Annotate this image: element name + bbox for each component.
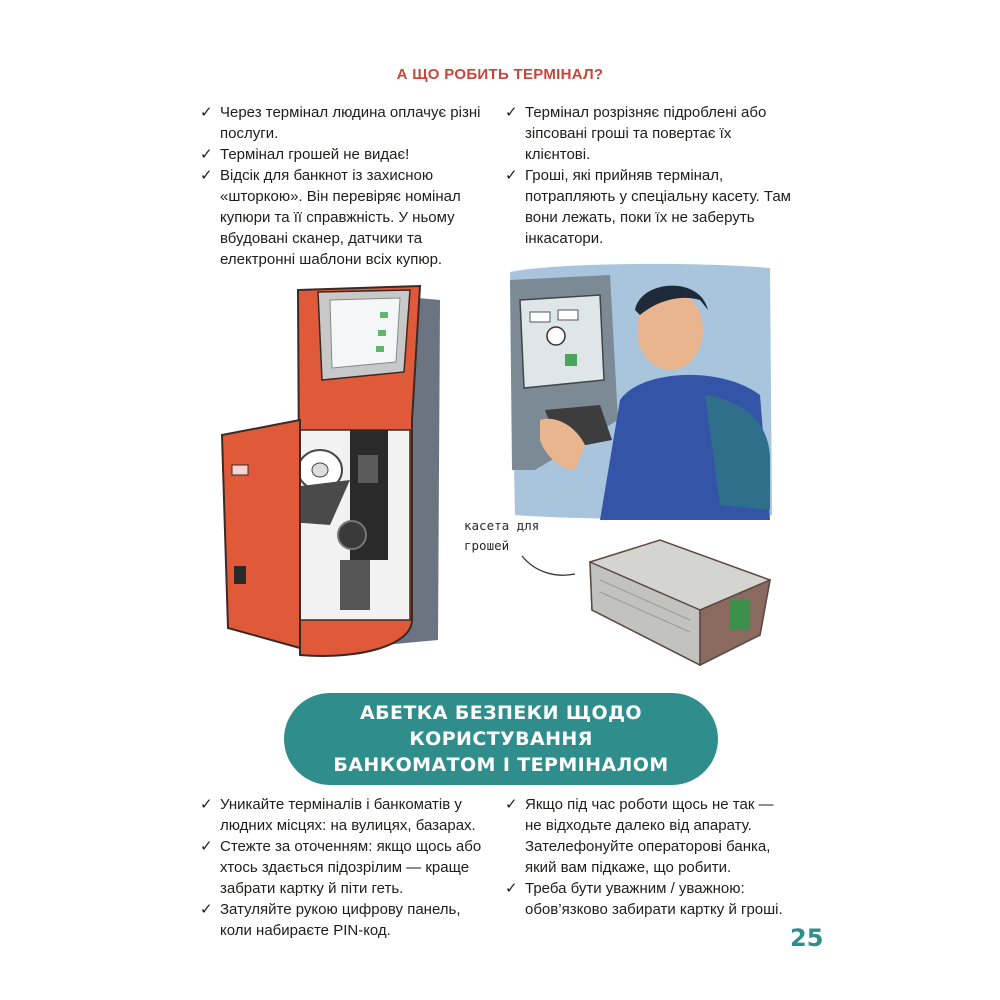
list-item: ✓ Уникайте терміналів і банкоматів у людних місцях: на вулицях, базарах. [198,794,493,836]
list-item: ✓ Треба бути уважним / уважною: обов’язково забирати картку й гроші. [503,878,793,920]
list-item: ✓ Затуляйте рукою цифрову панель, коли набираєте PIN-код. [198,899,493,941]
banner-line: БАНКОМАТОМ І ТЕРМІНАЛОМ [333,754,669,776]
page-number: 25 [790,924,824,952]
money-cassette-illustration [590,540,770,665]
banner-line: АБЕТКА БЕЗПЕКИ ЩОДО КОРИСТУВАННЯ [360,702,642,750]
caption-line: грошей [464,538,510,553]
list-item: ✓ Термінал грошей не видає! [198,144,493,165]
list-item: ✓ Термінал розрізняє підроблені або зіпсовані гроші та повертає їх клієнтові. [503,102,793,165]
safety-tips-list-right [503,794,793,920]
atm-scene-illustration [510,264,772,520]
cassette-caption [464,516,554,556]
payment-terminal-illustration [222,286,440,656]
page-title: А ЩО РОБИТЬ ТЕРМІНАЛ? [396,66,604,83]
caption-pointer [522,556,575,575]
list-item: ✓ Стежте за оточенням: якщо щось або хтось здається підозрілим — краще забрати картку й піти геть. [198,836,493,899]
safety-banner [284,693,718,785]
list-item: ✓ Через термінал людина оплачує різні послуги. [198,102,493,144]
caption-line: касета для [464,518,540,533]
list-item: ✓ Відсік для банкнот із захисною «шторкою». Він перевіряє номінал купюри та її справжність. У ньому вбудовані сканер, датчики та електронні шаблони всіх купюр. [198,165,493,270]
list-item: ✓ Якщо під час роботи щось не так — не відходьте далеко від апарату. Зателефонуйте операторові банка, який вам підкаже, що робити. [503,794,793,878]
list-item: ✓ Гроші, які прийняв термінал, потрапляють у спеціальну касету. Там вони лежать, поки їх не заберуть інкасатори. [503,165,793,249]
safety-tips-list-left [198,794,493,941]
